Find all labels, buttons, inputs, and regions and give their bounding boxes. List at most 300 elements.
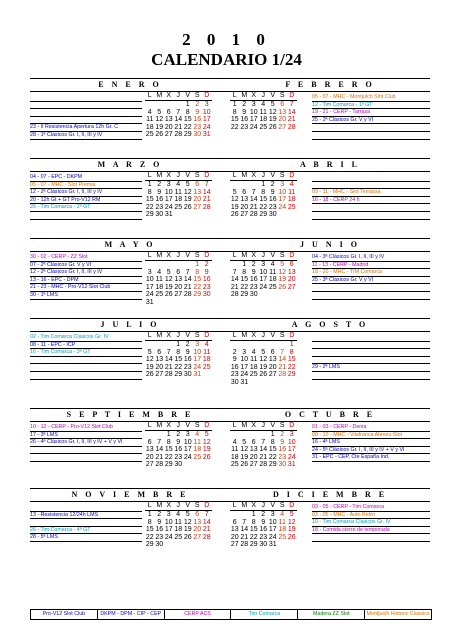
events-list — [312, 424, 430, 462]
day-headers — [230, 252, 297, 261]
event-line — [312, 534, 430, 542]
day-cell: 6 — [270, 348, 275, 356]
day-cell: 15 — [230, 116, 239, 124]
day-cell: 10 — [183, 438, 192, 446]
day-cell: 4 — [232, 438, 237, 446]
day-cell: 1 — [289, 341, 294, 348]
day-cell: 25 — [174, 533, 183, 541]
legend-item: CERP ACS — [165, 610, 232, 619]
event-line — [30, 364, 142, 372]
day-cell: 13 — [278, 108, 287, 116]
event-line: 16 - Tim Comarca - 3ª GT — [30, 349, 142, 357]
legend-item: DKPM - DPM - CIP - CEP — [98, 610, 165, 619]
day-cell: 24 — [145, 291, 154, 299]
day-cell: 23 — [278, 453, 287, 461]
day-header: S — [279, 252, 285, 259]
day-cell: 7 — [185, 268, 190, 276]
day-cell: 10 — [164, 188, 173, 196]
day-cell: 13 — [249, 446, 258, 454]
day-cell: 8 — [147, 188, 152, 196]
day-cell: 26 — [183, 203, 192, 211]
day-cell: 3 — [185, 431, 190, 438]
day-cell: 23 — [155, 533, 164, 541]
day-cell — [193, 299, 203, 307]
month-grid — [230, 341, 297, 387]
day-cell — [259, 341, 269, 349]
day-cell: 24 — [183, 453, 192, 461]
day-cell: 28 — [164, 371, 173, 379]
day-cell: 21 — [164, 363, 173, 371]
day-cell: 16 — [278, 446, 287, 454]
day-cell: 15 — [268, 446, 277, 454]
day-cell: 6 — [147, 438, 152, 446]
day-cell: 3 — [242, 348, 247, 356]
day-header: L — [232, 92, 237, 99]
event-line: 16 - 18 - CERP 24 h — [312, 197, 430, 205]
day-cell: 22 — [193, 283, 202, 291]
day-header: J — [261, 252, 265, 259]
day-cell: 22 — [183, 123, 192, 131]
day-cell: 27 — [230, 541, 239, 549]
day-cell: 6 — [232, 518, 237, 526]
day-cell: 8 — [270, 438, 275, 446]
day-cell: 4 — [176, 181, 181, 188]
day-cell: 19 — [155, 123, 164, 131]
event-line: 28 - 1ª Clásicos Gr. I, II, III y IV — [30, 132, 142, 140]
day-cell — [278, 541, 288, 549]
day-cell: 17 — [287, 446, 296, 454]
day-headers — [145, 332, 212, 341]
day-cell: 30 — [268, 211, 277, 219]
events-list — [30, 254, 142, 300]
day-header: L — [147, 92, 152, 99]
event-line — [312, 349, 430, 357]
day-cell: 21 — [240, 533, 249, 541]
day-cell — [230, 341, 240, 349]
day-cell: 11 — [259, 108, 267, 116]
day-cell: 13 — [230, 526, 239, 534]
day-cell: 17 — [193, 356, 202, 364]
day-cell: 25 — [230, 461, 239, 469]
day-cell — [155, 261, 165, 269]
day-cell: 14 — [164, 356, 173, 364]
day-cell: 14 — [183, 276, 192, 284]
day-cell: 23 — [240, 123, 249, 131]
day-cell: 20 — [287, 276, 296, 284]
day-header: J — [261, 332, 265, 339]
day-cell: 25 — [202, 363, 211, 371]
day-headers — [145, 92, 212, 101]
day-cell: 9 — [195, 108, 200, 116]
day-cell: 11 — [193, 438, 201, 446]
event-line — [30, 117, 142, 125]
day-cell: 17 — [278, 196, 287, 204]
day-header: M — [156, 422, 163, 429]
day-header: X — [166, 332, 172, 339]
day-header: V — [270, 332, 276, 339]
day-cell: 3 — [280, 181, 285, 188]
day-cell — [287, 211, 297, 219]
day-header: V — [185, 422, 191, 429]
day-cell: 3 — [166, 181, 171, 188]
day-cell — [164, 341, 174, 349]
day-cell: 13 — [155, 356, 164, 364]
day-cell: 27 — [174, 291, 183, 299]
day-cell: 14 — [202, 518, 211, 526]
day-cell: 10 — [287, 438, 296, 446]
day-headers — [145, 172, 212, 181]
day-cell: 8 — [261, 188, 266, 196]
day-headers — [145, 502, 212, 511]
day-cell: 14 — [240, 526, 249, 534]
day-cell: 20 — [145, 453, 154, 461]
event-line: 12 - Tim Comarca - 1ª GT — [312, 102, 430, 110]
event-line — [312, 182, 430, 190]
day-cell: 11 — [288, 188, 296, 196]
day-cell: 7 — [261, 438, 266, 446]
events-list — [30, 174, 142, 220]
day-headers — [230, 332, 297, 341]
day-cell: 5 — [166, 268, 171, 276]
day-cell: 17 — [202, 116, 211, 124]
event-line: 29 - 2ª LMS — [312, 364, 430, 372]
day-cell: 2 — [261, 511, 266, 518]
day-header: S — [279, 332, 285, 339]
day-cell — [240, 181, 250, 189]
day-header: J — [176, 92, 180, 99]
day-cell: 29 — [240, 291, 249, 299]
day-header: D — [289, 92, 295, 99]
event-line — [312, 372, 430, 380]
day-cell: 7 — [251, 188, 256, 196]
day-cell: 24 — [193, 363, 202, 371]
day-headers — [145, 252, 212, 261]
day-header: X — [251, 252, 257, 259]
day-cell: 15 — [183, 116, 192, 124]
day-cell: 25 — [174, 203, 183, 211]
event-line: 26 - Tim Comarca - 2ª GT — [30, 204, 142, 212]
events-list — [30, 424, 142, 462]
day-cell — [174, 261, 184, 269]
day-cell: 14 — [174, 116, 183, 124]
day-cell: 16 — [155, 526, 164, 534]
day-cell — [183, 211, 193, 219]
event-line — [30, 102, 142, 110]
day-header: J — [176, 422, 180, 429]
day-cell: 17 — [145, 283, 154, 291]
day-cell: 14 — [249, 196, 258, 204]
day-cell: 2 — [185, 341, 190, 348]
day-cell: 30 — [278, 461, 287, 469]
day-cell: 23 — [249, 283, 258, 291]
day-cell: 14 — [259, 446, 268, 454]
day-cell: 19 — [230, 203, 239, 211]
day-header: D — [289, 422, 295, 429]
day-cell: 22 — [287, 363, 296, 371]
month-header: A G O S T O — [230, 318, 430, 332]
day-cell: 26 — [202, 453, 211, 461]
day-cell: 1 — [166, 431, 171, 438]
day-cell: 21 — [230, 283, 239, 291]
day-cell: 17 — [164, 196, 173, 204]
day-cell: 9 — [251, 268, 256, 276]
day-cell: 11 — [250, 356, 258, 364]
day-cell: 1 — [232, 101, 237, 108]
day-cell: 16 — [230, 363, 239, 371]
month-header: O C T U B R E — [230, 408, 430, 422]
day-cell: 1 — [251, 511, 256, 518]
day-header: D — [204, 332, 210, 339]
day-cell: 10 — [164, 518, 173, 526]
day-cell: 14 — [287, 108, 296, 116]
calendar-title: CALENDARIO 1/24 — [151, 50, 302, 69]
day-cell: 13 — [193, 518, 202, 526]
day-cell: 24 — [164, 203, 173, 211]
event-line: 10 - Tim Comarca Clasicos Gr. IV — [312, 519, 430, 527]
day-header: L — [147, 422, 152, 429]
day-cell: 3 — [147, 268, 152, 276]
day-header: L — [147, 502, 152, 509]
day-cell: 31 — [287, 461, 296, 469]
day-cell: 7 — [166, 348, 171, 356]
day-cell: 5 — [185, 181, 190, 188]
day-cell: 12 — [268, 108, 277, 116]
day-cell — [174, 541, 184, 549]
day-cell: 12 — [259, 356, 268, 364]
day-cell: 20 — [193, 526, 202, 534]
day-cell: 26 — [155, 131, 164, 139]
day-cell: 28 — [278, 371, 287, 379]
day-cell: 2 — [280, 431, 285, 438]
legend-item: Tim Comarca — [231, 610, 298, 619]
day-cell: 8 — [166, 438, 171, 446]
day-header: D — [289, 252, 295, 259]
day-cell: 10 — [145, 276, 154, 284]
day-cell: 15 — [145, 196, 154, 204]
day-cell: 4 — [204, 341, 209, 348]
day-cell: 26 — [145, 371, 154, 379]
month-header: D I C I E M B R E — [230, 488, 430, 502]
day-cell: 26 — [259, 371, 268, 379]
event-line — [312, 357, 430, 365]
day-header: M — [241, 502, 248, 509]
day-cell: 3 — [270, 511, 275, 518]
day-header: S — [194, 252, 200, 259]
event-line: 09 - 11 - MHC - Slot Terrassa — [312, 189, 430, 197]
day-cell: 20 — [193, 196, 202, 204]
day-header: S — [279, 502, 285, 509]
day-cell: 17 — [164, 526, 173, 534]
day-cell: 12 — [183, 518, 192, 526]
events-list — [30, 94, 142, 140]
event-line — [312, 124, 430, 132]
day-cell — [174, 101, 184, 109]
day-cell: 4 — [157, 268, 162, 276]
day-header: J — [261, 172, 265, 179]
day-cell: 6 — [242, 188, 247, 196]
event-line: 26 - 4ª Clásicos Gr. I, II, III y IV + V y VI — [30, 439, 142, 447]
day-cell: 1 — [242, 261, 247, 268]
day-cell: 6 — [195, 511, 200, 518]
day-cell: 26 — [278, 283, 287, 291]
day-header: V — [270, 252, 276, 259]
day-cell: 21 — [174, 123, 183, 131]
day-cell — [183, 261, 193, 269]
day-cell: 17 — [249, 116, 258, 124]
events-list — [30, 334, 142, 380]
day-cell: 23 — [202, 283, 211, 291]
day-cell — [259, 291, 269, 299]
day-cell — [287, 291, 297, 299]
day-cell — [145, 341, 155, 349]
day-cell: 26 — [230, 211, 239, 219]
day-cell: 30 — [230, 378, 239, 386]
day-cell — [202, 541, 212, 549]
day-cell: 1 — [147, 511, 152, 518]
month-grid — [145, 181, 212, 219]
event-line: 19 - 21 - CERP - Tarrasa — [312, 109, 430, 117]
month-grid — [145, 341, 212, 379]
day-cell — [240, 431, 250, 439]
event-line — [30, 447, 142, 455]
day-cell: 2 — [232, 348, 237, 356]
day-cell — [164, 101, 174, 109]
day-cell: 31 — [164, 211, 173, 219]
day-cell: 14 — [155, 446, 164, 454]
day-cell: 27 — [193, 533, 202, 541]
day-cell: 14 — [278, 356, 287, 364]
day-cell — [202, 461, 212, 469]
day-cell: 9 — [232, 356, 237, 364]
event-line: 13 - Resistencia 12/24h LMS — [30, 512, 142, 520]
day-cell: 18 — [249, 363, 258, 371]
day-cell: 22 — [230, 123, 239, 131]
day-cell: 30 — [249, 291, 258, 299]
day-headers — [230, 172, 297, 181]
event-line: 21 - 23 - MHC - Pro-V12 Slot Club — [30, 284, 142, 292]
day-cell: 18 — [202, 356, 211, 364]
day-cell: 15 — [174, 356, 183, 364]
event-line: 05 - 07 - MHC - Montjuich Slot Club — [312, 94, 430, 102]
day-cell — [259, 379, 269, 387]
day-cell: 4 — [261, 101, 266, 108]
day-cell — [249, 379, 259, 387]
day-cell: 9 — [157, 518, 162, 526]
day-cell: 2 — [251, 261, 256, 268]
day-cell: 10 — [278, 188, 287, 196]
day-header: D — [204, 172, 210, 179]
day-cell: 29 — [183, 131, 192, 139]
day-cell: 1 — [147, 181, 152, 188]
day-header: J — [176, 172, 180, 179]
day-cell: 3 — [289, 431, 294, 438]
day-cell — [240, 511, 250, 519]
day-headers — [145, 422, 212, 431]
day-cell: 25 — [259, 123, 268, 131]
day-cell: 3 — [195, 341, 200, 348]
day-cell — [230, 181, 240, 189]
day-cell: 8 — [147, 518, 152, 526]
day-cell: 6 — [289, 261, 294, 268]
day-header: S — [279, 172, 285, 179]
day-cell — [202, 211, 212, 219]
day-cell: 5 — [270, 101, 275, 108]
day-cell: 6 — [176, 268, 181, 276]
day-cell: 11 — [231, 446, 239, 454]
day-header: M — [156, 172, 163, 179]
month-grid — [145, 511, 212, 549]
day-cell — [278, 341, 288, 349]
day-cell: 26 — [183, 533, 192, 541]
day-cell: 25 — [145, 131, 154, 139]
day-cell: 3 — [251, 101, 256, 108]
day-cell: 3 — [204, 101, 209, 108]
day-cell: 28 — [202, 203, 211, 211]
day-cell: 8 — [251, 518, 256, 526]
month-grid — [230, 511, 297, 549]
day-cell: 21 — [155, 453, 164, 461]
day-cell: 23 — [193, 123, 202, 131]
day-cell — [249, 341, 259, 349]
day-cell: 30 — [174, 461, 183, 469]
day-cell: 4 — [251, 348, 256, 356]
day-cell: 28 — [174, 131, 183, 139]
day-header: M — [241, 332, 248, 339]
event-line — [312, 284, 430, 292]
day-cell: 24 — [268, 533, 277, 541]
day-cell: 16 — [155, 196, 164, 204]
day-cell — [164, 541, 174, 549]
day-cell — [155, 431, 165, 439]
day-cell: 27 — [268, 371, 277, 379]
event-line: 18 - 20 - MHC - TIM Comarca — [312, 269, 430, 277]
day-cell: 5 — [289, 511, 294, 518]
day-cell: 19 — [183, 526, 192, 534]
day-cell: 26 — [268, 123, 277, 131]
day-cell: 15 — [164, 446, 173, 454]
day-header: S — [194, 92, 200, 99]
day-cell: 13 — [193, 188, 202, 196]
event-line: 28 - 5ª LMS — [30, 534, 142, 542]
event-line — [312, 342, 430, 350]
day-cell: 12 — [240, 446, 249, 454]
day-cell — [268, 341, 278, 349]
event-line — [312, 334, 430, 342]
day-cell: 5 — [185, 511, 190, 518]
day-header: V — [185, 92, 191, 99]
day-header: D — [204, 252, 210, 259]
event-line — [30, 212, 142, 220]
day-cell: 9 — [280, 438, 285, 446]
day-cell: 18 — [278, 526, 287, 534]
day-cell — [278, 379, 288, 387]
day-cell: 27 — [278, 123, 287, 131]
day-cell: 19 — [145, 363, 154, 371]
day-cell: 20 — [155, 363, 164, 371]
day-cell — [278, 291, 288, 299]
day-cell: 6 — [166, 108, 171, 116]
day-cell — [145, 101, 155, 109]
day-cell — [155, 299, 165, 307]
day-header: M — [241, 422, 248, 429]
day-cell: 13 — [240, 196, 249, 204]
day-cell: 9 — [157, 188, 162, 196]
day-cell: 24 — [278, 203, 287, 211]
day-cell: 5 — [242, 438, 247, 446]
month-grid — [230, 431, 297, 469]
event-line: 13 - 16 - EPC - DPM — [30, 277, 142, 285]
day-header: S — [194, 172, 200, 179]
